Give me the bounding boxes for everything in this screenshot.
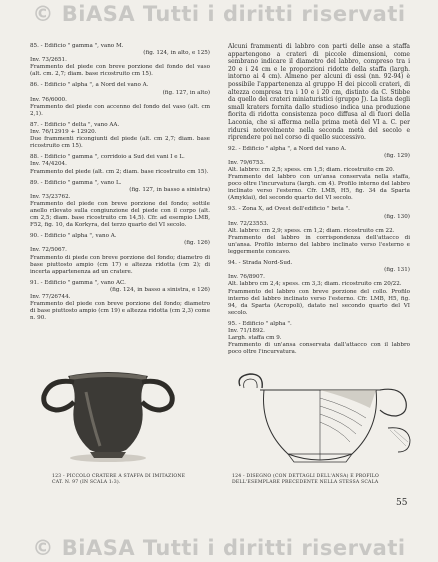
krater-drawing-image	[230, 368, 420, 468]
figure-caption-left: 123 - PICCOLO CRATERE A STAFFA DI IMITAZIONE CAT. N. 97 (IN SCALA 1:3).	[52, 474, 186, 485]
catalog-entry	[30, 82, 210, 117]
entry-line: Alt. labbro cm 2,4; spess. cm 3,3; diam. ricostruito cm 20/22.	[228, 281, 402, 288]
entry-figure-ref: (fig. 124, in basso a sinistra, e 126)	[109, 286, 210, 293]
entry-line: Frammento del labbro in corrispondenza dell'attacco di un'ansa. Profilo interno del labbro inclinato verso l'esterno e leggermente concavo.	[228, 234, 410, 256]
entry-heading: 86. - Edificio " alpha ", a Nord del vano A.	[30, 82, 149, 89]
catalog-entry	[30, 233, 210, 276]
catalog-entry	[30, 154, 210, 175]
entry-line: Frammento del labbro con breve porzione del collo. Profilo interno del labbro inclinato verso l'esterno. Cfr. LMB, H5, fig. 94, da Sparta (Acropoli), datato nel secondo quarto del VI secolo.	[228, 288, 410, 316]
watermark-top: © BiASA Tutti i diritti riservati	[32, 2, 406, 26]
left-column	[30, 43, 210, 326]
entry-line: Inv. 76/6000.	[30, 96, 67, 103]
entry-heading: 88. - Edificio " gamma ", corridoio a Sud dei vani I e L.	[30, 154, 185, 161]
entry-heading: 91. - Edificio " gamma ", vano AC.	[30, 279, 126, 286]
page-number: 55	[396, 498, 408, 508]
entry-figure-ref: (fig. 127, in alto)	[162, 89, 210, 96]
entry-line: Inv. 76/8907.	[228, 274, 265, 281]
entry-figure-ref: (fig. 124, in alto, e 125)	[143, 50, 210, 57]
entry-line: Frammento del piede con breve porzione del fondo; diametro di base piuttosto ampio (cm 19) e altezza ridotta (cm 2,3) come n. 90.	[30, 301, 210, 322]
entry-heading: 87. - Edificio " delta ", vano AA.	[30, 121, 120, 128]
entry-line: Inv. 73/2651.	[30, 57, 67, 64]
entry-figure-ref: (fig. 131)	[384, 267, 410, 274]
entry-heading: 93. - Zona X, ad Ovest dell'edificio " beta ".	[228, 206, 350, 213]
entry-line: Inv. 79/6753.	[228, 159, 265, 166]
entry-figure-ref: (fig. 129)	[384, 152, 410, 159]
catalog-entry	[228, 260, 410, 317]
entry-line: Inv. 76/12919 + 12920.	[30, 129, 97, 136]
entry-figure-ref: (fig. 130)	[384, 213, 410, 220]
catalog-entry	[228, 146, 410, 203]
entry-line: Frammento di un'ansa conservata dall'attacco con il labbro poco oltre l'incurvatura.	[228, 342, 410, 356]
catalog-entry	[30, 122, 210, 150]
catalog-entry	[228, 321, 410, 356]
catalog-entry	[30, 280, 210, 323]
entry-line: Inv. 72/5067.	[30, 247, 67, 254]
entry-line: Inv. 74/4204.	[30, 161, 67, 168]
entry-line: Largh. staffa cm 9.	[228, 335, 282, 342]
entry-line: Alt. labbro: cm 2,5; spess. cm 1,5; diam. ricostruito cm 20.	[228, 167, 395, 173]
entry-figure-ref: (fig. 127, in basso a sinistra)	[129, 186, 210, 193]
catalog-entry	[30, 43, 210, 78]
entry-line: Frammento del labbro con un'ansa conservata nella staffa, poco oltre l'incurvatura (largh. cm 4). Profilo interno del labbro inclinato verso l'esterno. Cfr. LMB, H5, fig. 34 da Sparta (Amyklai), del secondo quarto del VI secolo.	[228, 174, 410, 202]
entry-heading: 94. - Strada Nord-Sud.	[228, 260, 293, 267]
entry-heading: 85. - Edificio " gamma ", vano M.	[30, 43, 124, 49]
krater-photo-image	[30, 362, 180, 464]
entry-line: Frammento del piede con accenno del fondo del vaso (alt. cm 2,1).	[30, 103, 210, 117]
entry-line: Frammento del piede con breve porzione del fondo del vaso (alt. cm. 2,7; diam. base ricostruito cm 15).	[30, 64, 210, 78]
entry-heading: 90. - Edificio " alpha ", vano A.	[30, 233, 117, 240]
entry-line: Inv. 71/1892.	[228, 327, 265, 334]
catalog-entry	[30, 180, 210, 230]
catalog-entry	[228, 206, 410, 256]
entry-figure-ref: (fig. 126)	[184, 240, 210, 247]
entry-heading: 92. - Edificio " alpha ", a Nord del vano A.	[228, 145, 347, 152]
entry-line: Alt. labbro: cm 2,9; spess. cm 1,2; diam. ricostruito cm 22.	[228, 227, 395, 234]
entry-line: Due frammenti ricongiunti del piede (alt. cm 2,7; diam. base ricostruito cm 15).	[30, 136, 210, 150]
right-entries	[228, 146, 410, 357]
entry-heading: 89. - Edificio " gamma ", vano L.	[30, 179, 122, 186]
krater-drawing	[230, 368, 420, 468]
entry-line: Inv. 72/23553.	[228, 220, 269, 227]
right-column	[228, 43, 410, 360]
entry-line: Inv. 73/23762.	[30, 193, 71, 200]
entry-line: Frammento del piede (alt. cm 2; diam. base ricostruito cm 15).	[30, 168, 209, 175]
entry-line: Frammento del piede con breve porzione del fondo; sottile anello rilevato sulla congiunzione del piede con il corpo (alt. cm 2,5; diam. base ricostruito cm 14,5). Cfr. ad esempio LMB, F52, fig. 10, da Korkyra, del terzo quarto del VI secolo.	[30, 200, 210, 229]
intro-paragraph: Alcuni frammenti di labbro con parti delle anse a staffa appartengono a crateri di piccole dimensioni, come sembrano indicare il diametro del labbro, compreso tra i 20 e i 24 cm e le proporzioni ridotte della staffa (largh. intorno ai 4 cm). Almeno per alcuni di essi (nn. 92-94) è possibile l'appartenenza al gruppo H dei piccoli crateri, di altezza compresa tra i 10 e i 20 cm, distinto da C. Stibbe da quello dei crateri miniaturistici (gruppo J). La lista degli small kraters fornita dallo studioso indica una produzione fiorita di ridotta consistenza poco diffusa al di fuori della Laconia, che si afferma nella prima metà del VI a. C. per ridursi notevolmente nella seconda metà del secolo e riprendere poi nel corso di quello successivo.	[228, 43, 410, 142]
figure-caption-right: 124 - DISEGNO (CON DETTAGLI DELL'ANSA) E PROFILO DELL'ESEMPLARE PRECEDENTE NELLA STESSA SCALA	[232, 474, 380, 485]
watermark-bottom: © BiASA Tutti i diritti riservati	[32, 536, 406, 560]
entry-line: Frammento di piede con breve porzione del fondo; diametro di base piuttosto ampio (cm 17) e altezza ridotta (cm 2); di incerta appartenenza ad un cratere.	[30, 254, 210, 275]
entry-heading: 95. - Edificio " alpha ".	[228, 320, 292, 327]
entry-line: Inv. 77/26744.	[30, 294, 71, 300]
krater-photo	[30, 362, 180, 464]
